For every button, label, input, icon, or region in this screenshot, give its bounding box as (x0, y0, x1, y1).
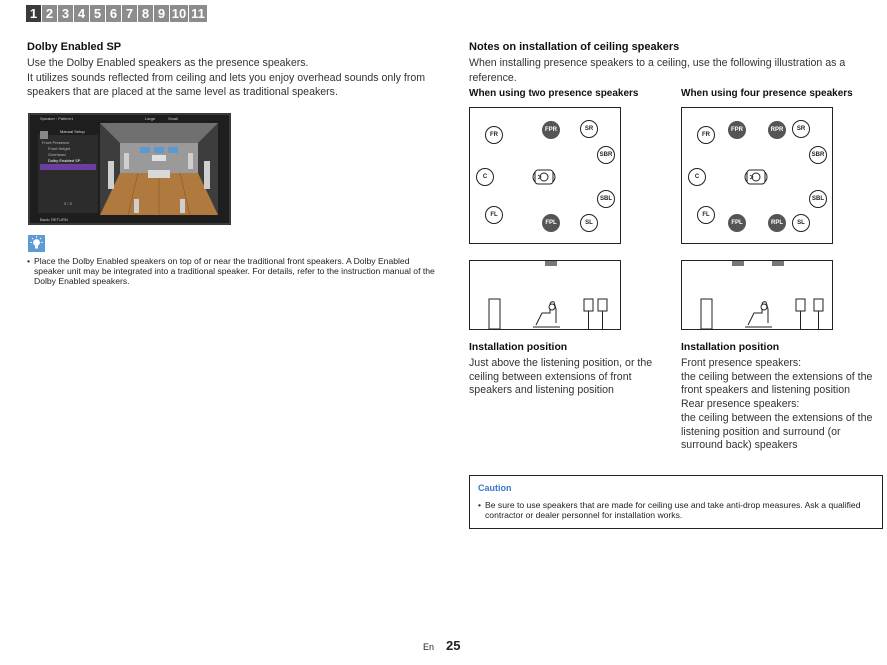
install-line: Rear presence speakers: (681, 398, 800, 411)
install-position-title-four: Installation position (681, 342, 780, 353)
install-line: listening position and surround (or (681, 425, 841, 438)
install-line: surround back) speakers (681, 439, 798, 452)
tab-page-2[interactable]: 2 (42, 5, 57, 22)
install-line: the ceiling between the extensions of the (681, 411, 873, 424)
screen-menu-header: Manual Setup (60, 129, 85, 134)
screen-title: Speaker : Pattern1 (40, 116, 74, 121)
install-line: Just above the listening position, or the (469, 357, 653, 369)
tip-line: Dolby Enabled speakers. (34, 276, 130, 287)
description-line: It utilizes sounds reflected from ceiling and lets you enjoy overhead sounds only from (27, 71, 426, 84)
speaker-fpl: FPL (542, 214, 560, 232)
speaker-fpl: FPL (728, 214, 746, 232)
screen-back-hint: Back: RETURN (40, 217, 68, 222)
speaker-sl: SL (792, 214, 810, 232)
caution-text (478, 500, 870, 521)
language-label: En (423, 642, 435, 652)
tip-line: Place the Dolby Enabled speakers on top of or near the traditional front speakers. A Dolby Enabled (34, 256, 410, 266)
caution-line: Be sure to use speakers that are made for ceiling use and take anti-drop measures. Ask a qualified (485, 500, 861, 510)
tip-icon (28, 235, 45, 252)
tab-page-10[interactable]: 10 (171, 6, 187, 21)
install-line: the ceiling between the extensions of the (681, 370, 873, 383)
speaker-sbr: SBR (597, 146, 615, 164)
page-tabs (26, 5, 207, 22)
listener-top-icon (744, 166, 770, 193)
screen-menu-item-selected: Dolby Enabled SP (48, 158, 81, 163)
caution-box (469, 475, 883, 529)
install-line: front speakers and listening position (681, 384, 851, 397)
screen-menu-item: Front Presence (42, 140, 70, 145)
install-position-text-two (469, 357, 669, 398)
install-line: Front presence speakers: (681, 357, 802, 369)
speaker-sr: SR (792, 120, 810, 138)
tab-page-9[interactable]: 9 (154, 5, 169, 22)
ceiling-notes-heading: Notes on installation of ceiling speakers (469, 41, 680, 53)
page-number: 25 (446, 638, 461, 653)
tip-line: speaker unit may be integrated into a traditional speaker. For details, refer to the instruction manual of the (34, 266, 435, 277)
install-position-title-two: Installation position (469, 342, 568, 353)
speaker-sl: SL (580, 214, 598, 232)
install-line: ceiling between extensions of front (469, 370, 632, 383)
speaker-rpr: RPR (768, 121, 786, 139)
tab-page-3[interactable]: 3 (58, 5, 73, 22)
caution-title: Caution (478, 483, 512, 493)
screen-legend-large: Large (145, 116, 156, 121)
section-heading: Dolby Enabled SP (27, 41, 122, 53)
speaker-sbl: SBL (809, 190, 827, 208)
settings-screen-image (28, 113, 231, 225)
four-speakers-layout-diagram (681, 107, 833, 244)
speaker-fr: FR (697, 126, 715, 144)
tip-note (27, 256, 447, 287)
speaker-rpl: RPL (768, 214, 786, 232)
speaker-fr: FR (485, 126, 503, 144)
two-speakers-layout-diagram (469, 107, 621, 244)
two-speakers-title: When using two presence speakers (469, 88, 639, 99)
section-description (27, 56, 447, 100)
tab-page-1[interactable]: 1 (26, 5, 41, 22)
intro-line: reference. (469, 71, 517, 84)
description-line: speakers that are placed at the same level as traditional speakers. (27, 86, 338, 98)
screen-page-counter: 3 / 3 (64, 201, 72, 206)
tab-page-8[interactable]: 8 (138, 5, 153, 22)
intro-line: When installing presence speakers to a ceiling, use the following illustration as a (469, 57, 846, 69)
description-line: Use the Dolby Enabled speakers as the presence speakers. (27, 57, 309, 69)
speaker-c: C (688, 168, 706, 186)
screen-legend-small: Small (168, 116, 179, 121)
tab-page-4[interactable]: 4 (74, 5, 89, 22)
bullet-icon: • (478, 500, 482, 510)
four-speakers-side-view (681, 260, 833, 330)
install-line: speakers and listening position (469, 384, 614, 397)
speaker-sbl: SBL (597, 190, 615, 208)
tab-page-11[interactable]: 11 (189, 5, 207, 22)
speaker-sbr: SBR (809, 146, 827, 164)
caution-line: contractor or dealer personnel for installation works. (485, 510, 683, 521)
ceiling-notes-intro (469, 56, 879, 85)
two-speakers-side-view (469, 260, 621, 330)
screen-menu (42, 140, 80, 164)
tab-page-7[interactable]: 7 (122, 5, 137, 22)
tab-page-5[interactable]: 5 (90, 5, 105, 22)
screen-menu-item: Front Height (48, 146, 71, 151)
speaker-fpr: FPR (542, 121, 560, 139)
four-speakers-title: When using four presence speakers (681, 88, 853, 99)
speaker-fl: FL (485, 206, 503, 224)
bullet-icon: • (27, 256, 31, 266)
speaker-fl: FL (697, 206, 715, 224)
install-position-text-four (681, 357, 886, 453)
tab-page-6[interactable]: 6 (106, 5, 121, 22)
speaker-c: C (476, 168, 494, 186)
listener-top-icon (532, 166, 558, 193)
screen-menu-item: Overhead (48, 152, 66, 157)
speaker-fpr: FPR (728, 121, 746, 139)
speaker-sr: SR (580, 120, 598, 138)
